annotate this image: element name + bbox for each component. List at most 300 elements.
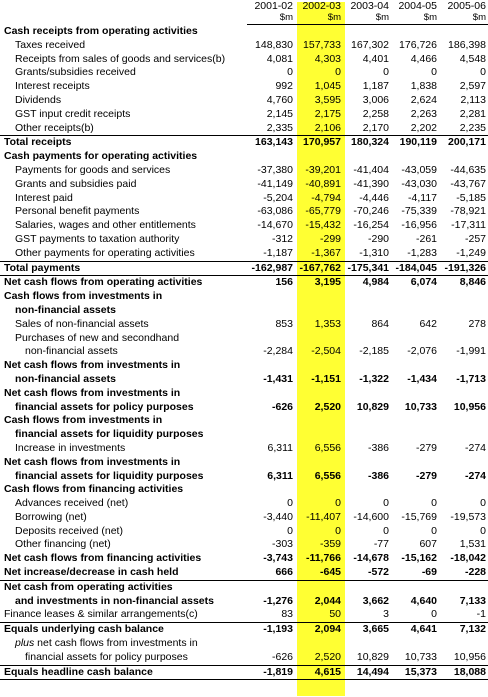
cell-value (439, 359, 488, 373)
row-label: Total receipts (0, 136, 247, 150)
year-header: 2003-04 (350, 0, 389, 12)
row-label: Borrowing (net) (15, 510, 87, 523)
cell-value: -1,713 (456, 372, 486, 385)
cell-value: -1,249 (456, 246, 486, 259)
cell-value: 2,202 (410, 121, 437, 134)
table-row (0, 387, 488, 401)
cell-value: -290 (367, 232, 389, 245)
header-blank (0, 12, 247, 25)
cell-value: 2,624 (410, 93, 437, 106)
cell-value: 0 (383, 524, 389, 537)
cell-value: 0 (287, 66, 293, 79)
cell-value: -4,446 (359, 191, 389, 204)
cell-value: 4,984 (343, 276, 391, 290)
table-row (0, 651, 488, 665)
year-header: 2004-05 (398, 0, 437, 12)
cell-value: 10,956 (453, 400, 486, 413)
cell-value (343, 414, 391, 428)
cell-value: -626 (271, 650, 293, 663)
cell-value: 864 (371, 317, 389, 330)
cell-value: 4,548 (459, 52, 486, 65)
table-row (0, 233, 488, 247)
cell-value (295, 580, 343, 594)
cell-value: 0 (480, 524, 486, 537)
cell-value: -261 (415, 232, 437, 245)
cell-value: 3,195 (295, 276, 343, 290)
cell-value (295, 359, 343, 373)
cell-value: 4,303 (314, 52, 341, 65)
table-row (0, 219, 488, 233)
cell-value (343, 456, 391, 470)
cell-value (247, 387, 295, 401)
row-label: financial assets for liquidity purposes (15, 428, 204, 441)
row-label: Net cash flows from operating activities (0, 276, 247, 290)
cell-value: 50 (329, 608, 341, 621)
cell-value: -279 (415, 469, 437, 482)
table-row (0, 39, 488, 53)
cell-value: 0 (480, 497, 486, 510)
table-row (0, 497, 488, 511)
cell-value (439, 290, 488, 304)
row-label: Net cash flows from financing activities (4, 552, 202, 565)
cell-value: 18,088 (439, 665, 488, 680)
cell-value: -16,254 (353, 219, 389, 232)
cell-value: 167,302 (351, 38, 389, 51)
cell-value: 0 (383, 66, 389, 79)
cell-value (439, 580, 488, 594)
cell-value: 83 (281, 608, 293, 621)
year-header-row (0, 0, 488, 12)
cell-value: -1,151 (311, 372, 341, 385)
cell-value: 163,143 (247, 136, 295, 150)
cell-value (391, 290, 439, 304)
cell-value (295, 25, 343, 39)
cell-value (247, 414, 295, 428)
cell-value: 0 (335, 66, 341, 79)
cell-value (439, 414, 488, 428)
cell-value (343, 637, 391, 651)
cell-value (391, 637, 439, 651)
row-label: GST payments to taxation authority (15, 232, 180, 245)
cell-value (295, 290, 343, 304)
cell-value: -2,185 (359, 345, 389, 358)
cell-value (247, 637, 295, 651)
cell-value: -14,678 (353, 552, 389, 565)
cell-value: -37,380 (257, 163, 293, 176)
cell-value (391, 483, 439, 497)
cell-value: 2,520 (314, 400, 341, 413)
row-label: Other receipts(b) (15, 121, 94, 134)
cell-value (247, 359, 295, 373)
cell-value: -43,059 (401, 163, 437, 176)
cell-value: 2,258 (362, 107, 389, 120)
cell-value: 2,281 (459, 107, 486, 120)
row-label: Cash payments for operating activities (4, 150, 198, 163)
row-label: non-financial assets (25, 345, 118, 358)
cell-value: 6,311 (267, 469, 293, 482)
cell-value: 0 (383, 497, 389, 510)
cell-value (343, 290, 391, 304)
table-row (0, 470, 488, 484)
cell-value: 2,335 (266, 121, 293, 134)
table-row (0, 80, 488, 94)
cell-value: 200,171 (439, 136, 488, 150)
table-row (0, 665, 488, 680)
table-row (0, 332, 488, 346)
cell-value: 0 (431, 524, 437, 537)
cell-value: 278 (468, 317, 486, 330)
table-row (0, 247, 488, 261)
unit-header: $m (343, 12, 391, 25)
cell-value: 10,829 (356, 400, 389, 413)
cell-value: -4,794 (311, 191, 341, 204)
cell-value: 190,119 (391, 136, 439, 150)
cell-value (439, 150, 488, 164)
row-label: Grants/subsidies received (15, 66, 136, 79)
table-row (0, 66, 488, 80)
cell-value: -39,201 (305, 163, 341, 176)
cell-value: -44,635 (450, 163, 486, 176)
row-label: Total payments (0, 261, 247, 276)
cell-value (295, 428, 343, 442)
cell-value: 1,353 (314, 317, 341, 330)
cell-value: 2,235 (459, 121, 486, 134)
cell-value: -14,600 (353, 510, 389, 523)
cell-value: 10,829 (356, 650, 389, 663)
cell-value: -2,284 (263, 345, 293, 358)
cell-value: -2,076 (407, 345, 437, 358)
cell-value: -1,310 (359, 246, 389, 259)
cell-value: 4,640 (410, 594, 437, 607)
cell-value: -17,311 (451, 219, 486, 232)
cell-value: -75,339 (401, 205, 437, 218)
cell-value (391, 414, 439, 428)
cell-value: 4,466 (410, 52, 437, 65)
row-label: Deposits received (net) (15, 524, 123, 537)
table-row (0, 192, 488, 206)
cell-value: 4,641 (391, 623, 439, 637)
unit-header: $m (295, 12, 343, 25)
cell-value (391, 387, 439, 401)
cell-value (343, 304, 391, 318)
cell-value: -299 (319, 232, 341, 245)
cell-value: -191,326 (439, 261, 488, 276)
row-label: Net cash flows from investments in (4, 455, 181, 468)
cell-value: 2,263 (410, 107, 437, 120)
cell-value: -1,187 (263, 246, 293, 259)
cell-value: -70,246 (353, 205, 389, 218)
cell-value: 0 (431, 608, 437, 621)
cell-value: 642 (419, 317, 437, 330)
table-row (0, 580, 488, 594)
row-label: Taxes received (15, 38, 86, 51)
cell-value: 10,733 (404, 400, 437, 413)
row-label: Cash flows from investments in (4, 414, 163, 427)
cell-value: -1,434 (407, 372, 437, 385)
cell-value (295, 332, 343, 346)
table-row (0, 122, 488, 136)
cell-value: 3,006 (362, 93, 389, 106)
cell-value (343, 428, 391, 442)
table-row (0, 178, 488, 192)
cell-value: -1,193 (247, 623, 295, 637)
cell-value: 7,133 (459, 594, 486, 607)
cell-value (439, 456, 488, 470)
cell-value (343, 332, 391, 346)
row-label: Interest receipts (15, 80, 90, 93)
cell-value: 2,106 (314, 121, 341, 134)
cell-value: -162,987 (247, 261, 295, 276)
cell-value: 1,187 (362, 80, 389, 93)
row-label: Advances received (net) (15, 497, 129, 510)
cell-value: -312 (271, 232, 293, 245)
cell-value: 6,311 (267, 441, 293, 454)
cell-value (295, 637, 343, 651)
cell-value: -645 (319, 566, 341, 579)
cell-value: -5,185 (456, 191, 486, 204)
cell-value: -274 (464, 441, 486, 454)
cell-value: 2,113 (460, 93, 486, 106)
table-row (0, 25, 488, 39)
table-row (0, 164, 488, 178)
cell-value: 4,615 (295, 665, 343, 680)
cell-value: 1,531 (459, 538, 486, 551)
unit-header-row (0, 12, 488, 25)
unit-header: $m (439, 12, 488, 25)
cell-value: 3,665 (343, 623, 391, 637)
row-label: Other payments for operating activities (15, 246, 195, 259)
cell-value (391, 332, 439, 346)
cell-value: -78,921 (450, 205, 486, 218)
table-row (0, 566, 488, 580)
table-row (0, 525, 488, 539)
table-row (0, 456, 488, 470)
row-label: Net cash flows from investments in (4, 386, 181, 399)
cell-value: -359 (319, 538, 341, 551)
row-label: non-financial assets (15, 372, 116, 385)
table-row (0, 483, 488, 497)
cell-value: -257 (464, 232, 486, 245)
cell-value: -572 (367, 566, 389, 579)
cell-value: -15,769 (401, 510, 437, 523)
table-row (0, 373, 488, 387)
row-label: Equals headline cash balance (0, 665, 247, 680)
cell-value (439, 332, 488, 346)
cell-value: 0 (287, 524, 293, 537)
cell-value: 8,846 (439, 276, 488, 290)
cell-value: 7,132 (439, 623, 488, 637)
cell-value: 10,733 (404, 650, 437, 663)
year-header: 2005-06 (447, 0, 486, 12)
cell-value: 4,081 (266, 52, 293, 65)
cell-value: -41,390 (353, 177, 389, 190)
cell-value: -41,149 (257, 177, 293, 190)
cell-value: -184,045 (391, 261, 439, 276)
row-label (0, 637, 247, 651)
cell-value: -167,762 (295, 261, 343, 276)
row-label: Cash receipts from operating activities (4, 25, 198, 37)
cell-value (343, 359, 391, 373)
cell-value: 15,373 (391, 665, 439, 680)
cell-value: 992 (275, 80, 293, 93)
cell-value: 170,957 (295, 136, 343, 150)
cell-value: -14,670 (257, 219, 293, 232)
cell-value: 0 (431, 66, 437, 79)
cell-value: -40,891 (305, 177, 341, 190)
cell-value: 3,595 (314, 93, 341, 106)
table-row (0, 442, 488, 456)
cell-value: -1,322 (359, 372, 389, 385)
table-row (0, 108, 488, 122)
cell-value: -16,956 (401, 219, 437, 232)
cell-value: 2,094 (295, 623, 343, 637)
row-label: non-financial assets (15, 303, 116, 316)
cell-value: -1,819 (247, 665, 295, 680)
row-label: Dividends (15, 93, 62, 106)
cell-value: -1 (476, 608, 486, 621)
cell-value: -228 (464, 566, 486, 579)
cell-value: -41,404 (353, 163, 389, 176)
cell-value: -11,407 (306, 510, 341, 523)
table-row (0, 511, 488, 525)
cell-value: 853 (275, 317, 293, 330)
cell-value: 4,760 (266, 93, 293, 106)
cell-value (343, 580, 391, 594)
cell-value: 1,838 (410, 80, 437, 93)
row-label: Net increase/decrease in cash held (4, 566, 179, 579)
cell-value: -19,573 (450, 510, 486, 523)
cell-value: 176,726 (399, 38, 437, 51)
cell-value (247, 25, 295, 39)
cell-value: 6,556 (314, 469, 341, 482)
table-row (0, 53, 488, 67)
cell-value: -386 (367, 441, 389, 454)
cell-value: 0 (431, 497, 437, 510)
cell-value: 10,956 (453, 650, 486, 663)
row-label: Cash flows from investments in (4, 290, 163, 303)
table-row (0, 552, 488, 566)
cell-value: 6,556 (314, 441, 341, 454)
cell-value: -303 (271, 538, 293, 551)
cell-value: 0 (335, 497, 341, 510)
row-label: Receipts from sales of goods and services(b) (15, 52, 226, 65)
cell-value: -63,086 (257, 205, 293, 218)
cell-value (247, 290, 295, 304)
table-row (0, 637, 488, 651)
cell-value (391, 150, 439, 164)
table-row (0, 261, 488, 276)
cell-value: -18,042 (450, 552, 486, 565)
cell-value (295, 150, 343, 164)
cell-value: -1,991 (456, 345, 486, 358)
cell-value: -5,204 (263, 191, 293, 204)
cell-value (295, 304, 343, 318)
cell-value: -175,341 (343, 261, 391, 276)
cell-value: 186,398 (448, 38, 486, 51)
cell-value: 180,324 (343, 136, 391, 150)
cell-value (391, 25, 439, 39)
row-label: Sales of non-financial assets (15, 317, 149, 330)
cell-value (247, 332, 295, 346)
row-label: and investments in non-financial assets (15, 594, 214, 607)
cell-value: 2,170 (362, 121, 389, 134)
cell-value: -1,283 (407, 246, 437, 259)
cell-value (247, 304, 295, 318)
year-header: 2001-02 (254, 0, 293, 12)
cell-value (439, 483, 488, 497)
cell-value (247, 428, 295, 442)
row-label: GST input credit receipts (15, 107, 131, 120)
table-row (0, 428, 488, 442)
table-body (0, 25, 488, 680)
cell-value: 157,733 (303, 38, 341, 51)
cell-value (439, 304, 488, 318)
table-row (0, 318, 488, 332)
cell-value (247, 483, 295, 497)
cell-value: -1,276 (263, 594, 293, 607)
row-label: Net cash from operating activities (0, 580, 247, 594)
cell-value: -77 (373, 538, 389, 551)
cell-value: -386 (367, 469, 389, 482)
table-row (0, 345, 488, 359)
cell-value: 6,074 (391, 276, 439, 290)
table-row (0, 608, 488, 622)
unit-header: $m (247, 12, 295, 25)
cell-value: 156 (247, 276, 295, 290)
table-row (0, 623, 488, 637)
table-row (0, 136, 488, 150)
cell-value: -43,030 (401, 177, 437, 190)
row-label-text: net cash flows from investments in (34, 637, 198, 650)
cell-value (439, 637, 488, 651)
table-row (0, 359, 488, 373)
cell-value: -279 (415, 441, 437, 454)
cell-value: -65,779 (305, 205, 341, 218)
row-label: Grants and subsidies paid (15, 177, 137, 190)
cell-value: -3,440 (263, 510, 293, 523)
table-row (0, 595, 488, 609)
cell-value (247, 456, 295, 470)
table-row (0, 304, 488, 318)
cell-value (247, 150, 295, 164)
table-row (0, 276, 488, 290)
cell-value (439, 25, 488, 39)
cell-value: -15,432 (305, 219, 341, 232)
table-row (0, 290, 488, 304)
cell-value (391, 428, 439, 442)
row-label: financial assets for policy purposes (15, 400, 194, 413)
unit-header: $m (391, 12, 439, 25)
cell-value (343, 25, 391, 39)
cell-value: -2,504 (311, 345, 341, 358)
row-label-prefix: plus (15, 637, 35, 650)
cell-value: 148,830 (255, 38, 293, 51)
cell-value: -11,766 (305, 552, 341, 565)
cell-value: 0 (335, 524, 341, 537)
cell-value: 2,145 (266, 107, 293, 120)
row-label: Interest paid (15, 191, 73, 204)
cell-value: 2,597 (459, 80, 486, 93)
cell-value: -274 (464, 469, 486, 482)
row-label: Increase in investments (15, 441, 126, 454)
row-label: Purchases of new and secondhand (15, 331, 180, 344)
row-label: financial assets for policy purposes (25, 650, 188, 663)
cell-value (295, 414, 343, 428)
cell-value: -43,767 (450, 177, 486, 190)
cell-value (247, 580, 295, 594)
row-label: Cash flows from financing activities (4, 483, 184, 496)
cell-value: 2,520 (314, 650, 341, 663)
